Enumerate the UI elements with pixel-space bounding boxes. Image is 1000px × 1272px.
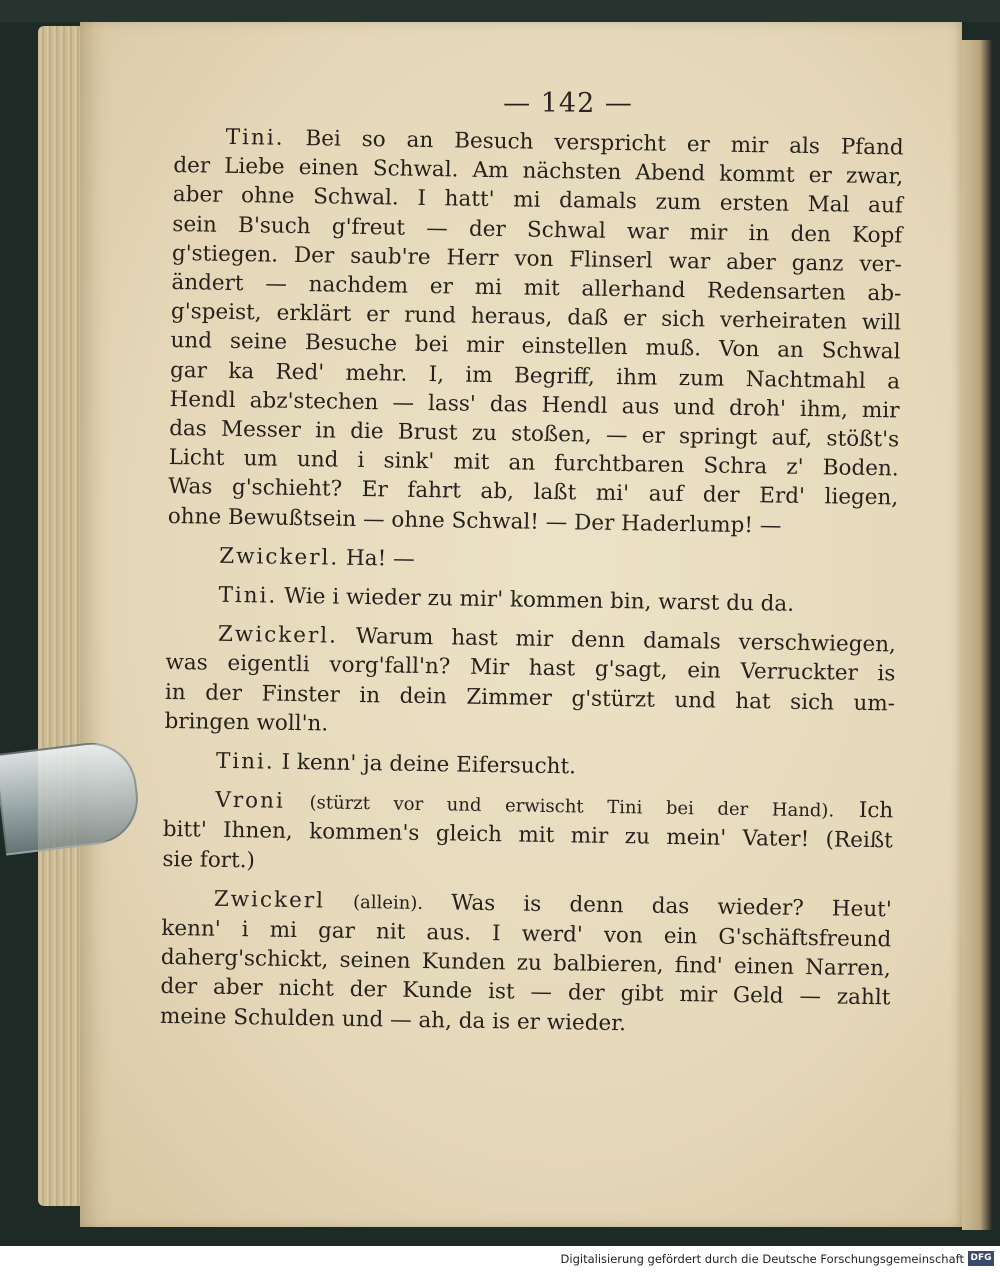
line-text: Hendl abz'stechen — lass' das Hendl aus und droh' ihm, mir — [169, 386, 900, 424]
line-text: in der Finster in dein Zimmer g'stürzt und hat sich um- — [164, 679, 896, 717]
funding-credit: Digitalisierung gefördert durch die Deutsche Forschungsgemeinschaft — [560, 1252, 964, 1266]
line-text: ändert — nachdem er mi mit allerhand Redensarten ab- — [171, 269, 902, 307]
stage-direction: (allein). — [352, 891, 424, 914]
line-text: Was is denn das wieder? Heut' — [451, 890, 892, 923]
line-text: der Liebe einen Schwal. Am nächsten Abend kommt er zwar, — [173, 153, 904, 190]
line-text: bringen woll'n. — [164, 708, 329, 737]
line-text: g'stiegen. Der saub're Herr von Flinserl war aber ganz ver- — [171, 240, 903, 278]
line-text: Warum hast mir denn damals verschwiegen, — [355, 624, 897, 658]
speaker-name: Zwickerl — [213, 886, 326, 914]
speaker-name: Zwickerl. — [217, 622, 339, 649]
line-text: Licht um und i sink' mit an furchtbaren Schra z' Boden. — [168, 445, 899, 482]
line-text: Ha! — — [345, 545, 415, 572]
line-text: ohne Bewußtsein — ohne Schwal! — Der Haderlump! — — [167, 503, 782, 539]
footer-bar — [0, 1246, 1000, 1272]
line-text: bitt' Ihnen, kommen's gleich mit mir zu mein' Vater! (Reißt — [162, 817, 893, 854]
page-text — [160, 122, 904, 1042]
facing-page-edge — [962, 40, 992, 1230]
line-text: g'speist, erklärt er rund heraus, daß er sich verheiraten will — [170, 299, 902, 336]
speaker-name: Tini. — [225, 124, 285, 151]
line-text: was eigentli vorg'fall'n? Mir hast g'sagt, ein Verruckter is — [165, 650, 896, 687]
book-page — [80, 22, 962, 1227]
line-text: Ich — [858, 798, 894, 824]
speaker-name: Tini. — [215, 748, 275, 775]
page-number: — 142 — — [503, 88, 633, 119]
scan-background — [0, 0, 1000, 22]
dfg-logo-icon: DFG — [968, 1251, 994, 1266]
speaker-name: Zwickerl. — [218, 543, 340, 571]
line-text: gar ka Red' mehr. I, im Begriff, ihm zum Nachtmahl a — [169, 357, 901, 395]
line-text: I kenn' ja deine Eifersucht. — [281, 749, 577, 780]
line-text: und seine Besuche bei mir einstellen muß. Von an Schwal — [170, 328, 901, 365]
stage-direction: (stürzt vor und erwischt Tini bei der Hand). — [309, 792, 835, 822]
line-text: meine Schulden und — ah, da is er wieder. — [159, 1003, 627, 1036]
line-text: sein B'such g'freut — der Schwal war mir in den Kopf — [172, 211, 903, 249]
line-text: Bei so an Besuch verspricht er mir als Pfand — [305, 126, 904, 161]
line-text: Wie i wieder zu mir' kommen bin, warst du da. — [283, 583, 795, 617]
line-text: Was g'schieht? Er fahrt ab, laßt mi' auf der Erd' liegen, — [168, 474, 899, 511]
line-text: sie fort.) — [162, 846, 256, 874]
line-text: der aber nicht der Kunde ist — der gibt mir Geld — zahlt — [160, 974, 891, 1011]
line-text: kenn' i mi gar nit aus. I werd' von ein G'schäftsfreund — [161, 915, 892, 953]
speaker-name: Tini. — [218, 582, 278, 609]
line-text: aber ohne Schwal. I hatt' mi damals zum ersten Mal auf — [172, 182, 903, 219]
line-text: das Messer in die Brust zu stoßen, — er springt auf, stößt's — [168, 415, 900, 453]
speaker-name: Vroni — [215, 788, 286, 815]
line-text: daherg'schickt, seinen Kunden zu balbieren, find' einen Narren, — [160, 945, 891, 982]
